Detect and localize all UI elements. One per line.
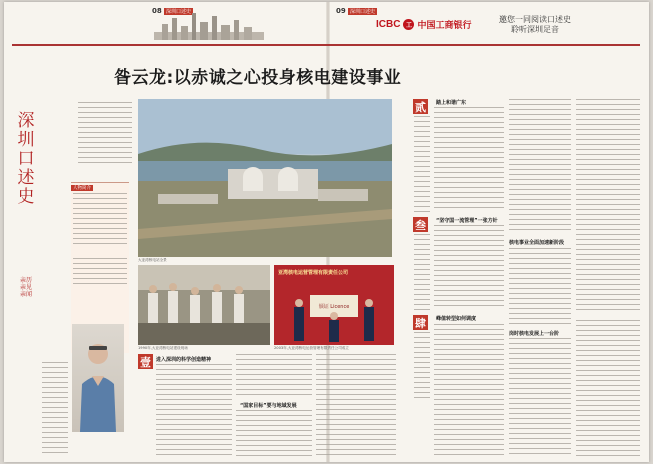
- body-column-1: [156, 364, 232, 456]
- bank-advert: [376, 18, 471, 31]
- sidebar-credits: [42, 362, 68, 456]
- body-column-5: [509, 99, 571, 234]
- section-head-6: 峰值转型如何调度: [436, 316, 477, 322]
- newspaper-spread: [4, 2, 649, 462]
- body-column-2a: [236, 354, 312, 398]
- slogan-line-1: 邀您一同阅读口述史: [499, 15, 571, 24]
- body-column-2b: [236, 410, 312, 456]
- bank-name: 中国工商银行: [417, 21, 472, 31]
- body-column-9: [434, 324, 504, 456]
- city-skyline-graphic: [154, 10, 264, 40]
- column-subtitle-vertical: 亲历 亲见 亲闻: [20, 277, 33, 298]
- section-marker-3: 叁: [415, 218, 426, 232]
- body-column-6: [576, 99, 640, 314]
- left-page-number: 08: [152, 7, 162, 15]
- ceremony-banner: 亚湾核电运营管理有限责任公司: [278, 270, 349, 276]
- body-column-10: [509, 338, 571, 456]
- section-head-3: 踏上和谐广东: [436, 100, 467, 106]
- header-rule: [12, 44, 640, 46]
- bank-abbr: ICBC: [376, 19, 401, 30]
- body-column-7: [434, 225, 504, 310]
- right-page-tag: 深圳口述史: [350, 9, 376, 15]
- section-head-4: “坚守国一流管理”一张方针: [436, 218, 498, 224]
- slogan-line-2: 聆听深圳足音: [511, 25, 559, 34]
- body-column-4: [434, 107, 504, 212]
- pullquote-3: [414, 234, 430, 310]
- section-marker-1: 壹: [140, 355, 151, 369]
- caption-ceremony: 2003年,大亚湾核电运营管理有限责任公司成立: [274, 346, 349, 350]
- caption-construction: 1990年,大亚湾核电站建设现场: [138, 346, 188, 350]
- section-head-1: 进入深圳的科学创造精神: [156, 357, 212, 363]
- construction-photo: [138, 265, 270, 345]
- body-column-8: [509, 248, 571, 326]
- column-title-vertical: 深圳口述史: [17, 111, 35, 207]
- licence-board: 颁证 Licence: [310, 295, 358, 317]
- portrait-photo: [72, 324, 124, 432]
- body-column-11: [576, 320, 640, 456]
- ceremony-photo: [274, 265, 394, 345]
- left-page-tag: 深圳口述史: [166, 9, 192, 15]
- pullquote-4: [414, 332, 430, 402]
- section-marker-4: 肆: [415, 316, 426, 330]
- profile-text: [73, 193, 127, 248]
- section-head-7: 岗时核电发展上一台阶: [509, 331, 560, 337]
- nuclear-plant-photo: [138, 99, 392, 257]
- section-marker-2: 贰: [415, 100, 426, 114]
- right-page-number: 09: [336, 7, 346, 15]
- profile-text-2: [73, 258, 127, 288]
- body-column-3: [316, 354, 396, 456]
- lede-text: [78, 102, 132, 164]
- article-headline: 昝云龙:以赤诚之心投身核电建设事业: [114, 68, 402, 88]
- section-head-5: 核电事业全面加速新阶段: [509, 240, 565, 246]
- section-head-2: “国家目标”要与地域发展: [240, 403, 297, 409]
- advert-slogan: [499, 15, 571, 35]
- bank-logo-icon: 工: [403, 19, 414, 30]
- profile-box-title: 人物简介: [73, 186, 91, 191]
- caption-plant: 大亚湾核电站全景: [138, 258, 167, 262]
- pullquote-2: [414, 116, 430, 212]
